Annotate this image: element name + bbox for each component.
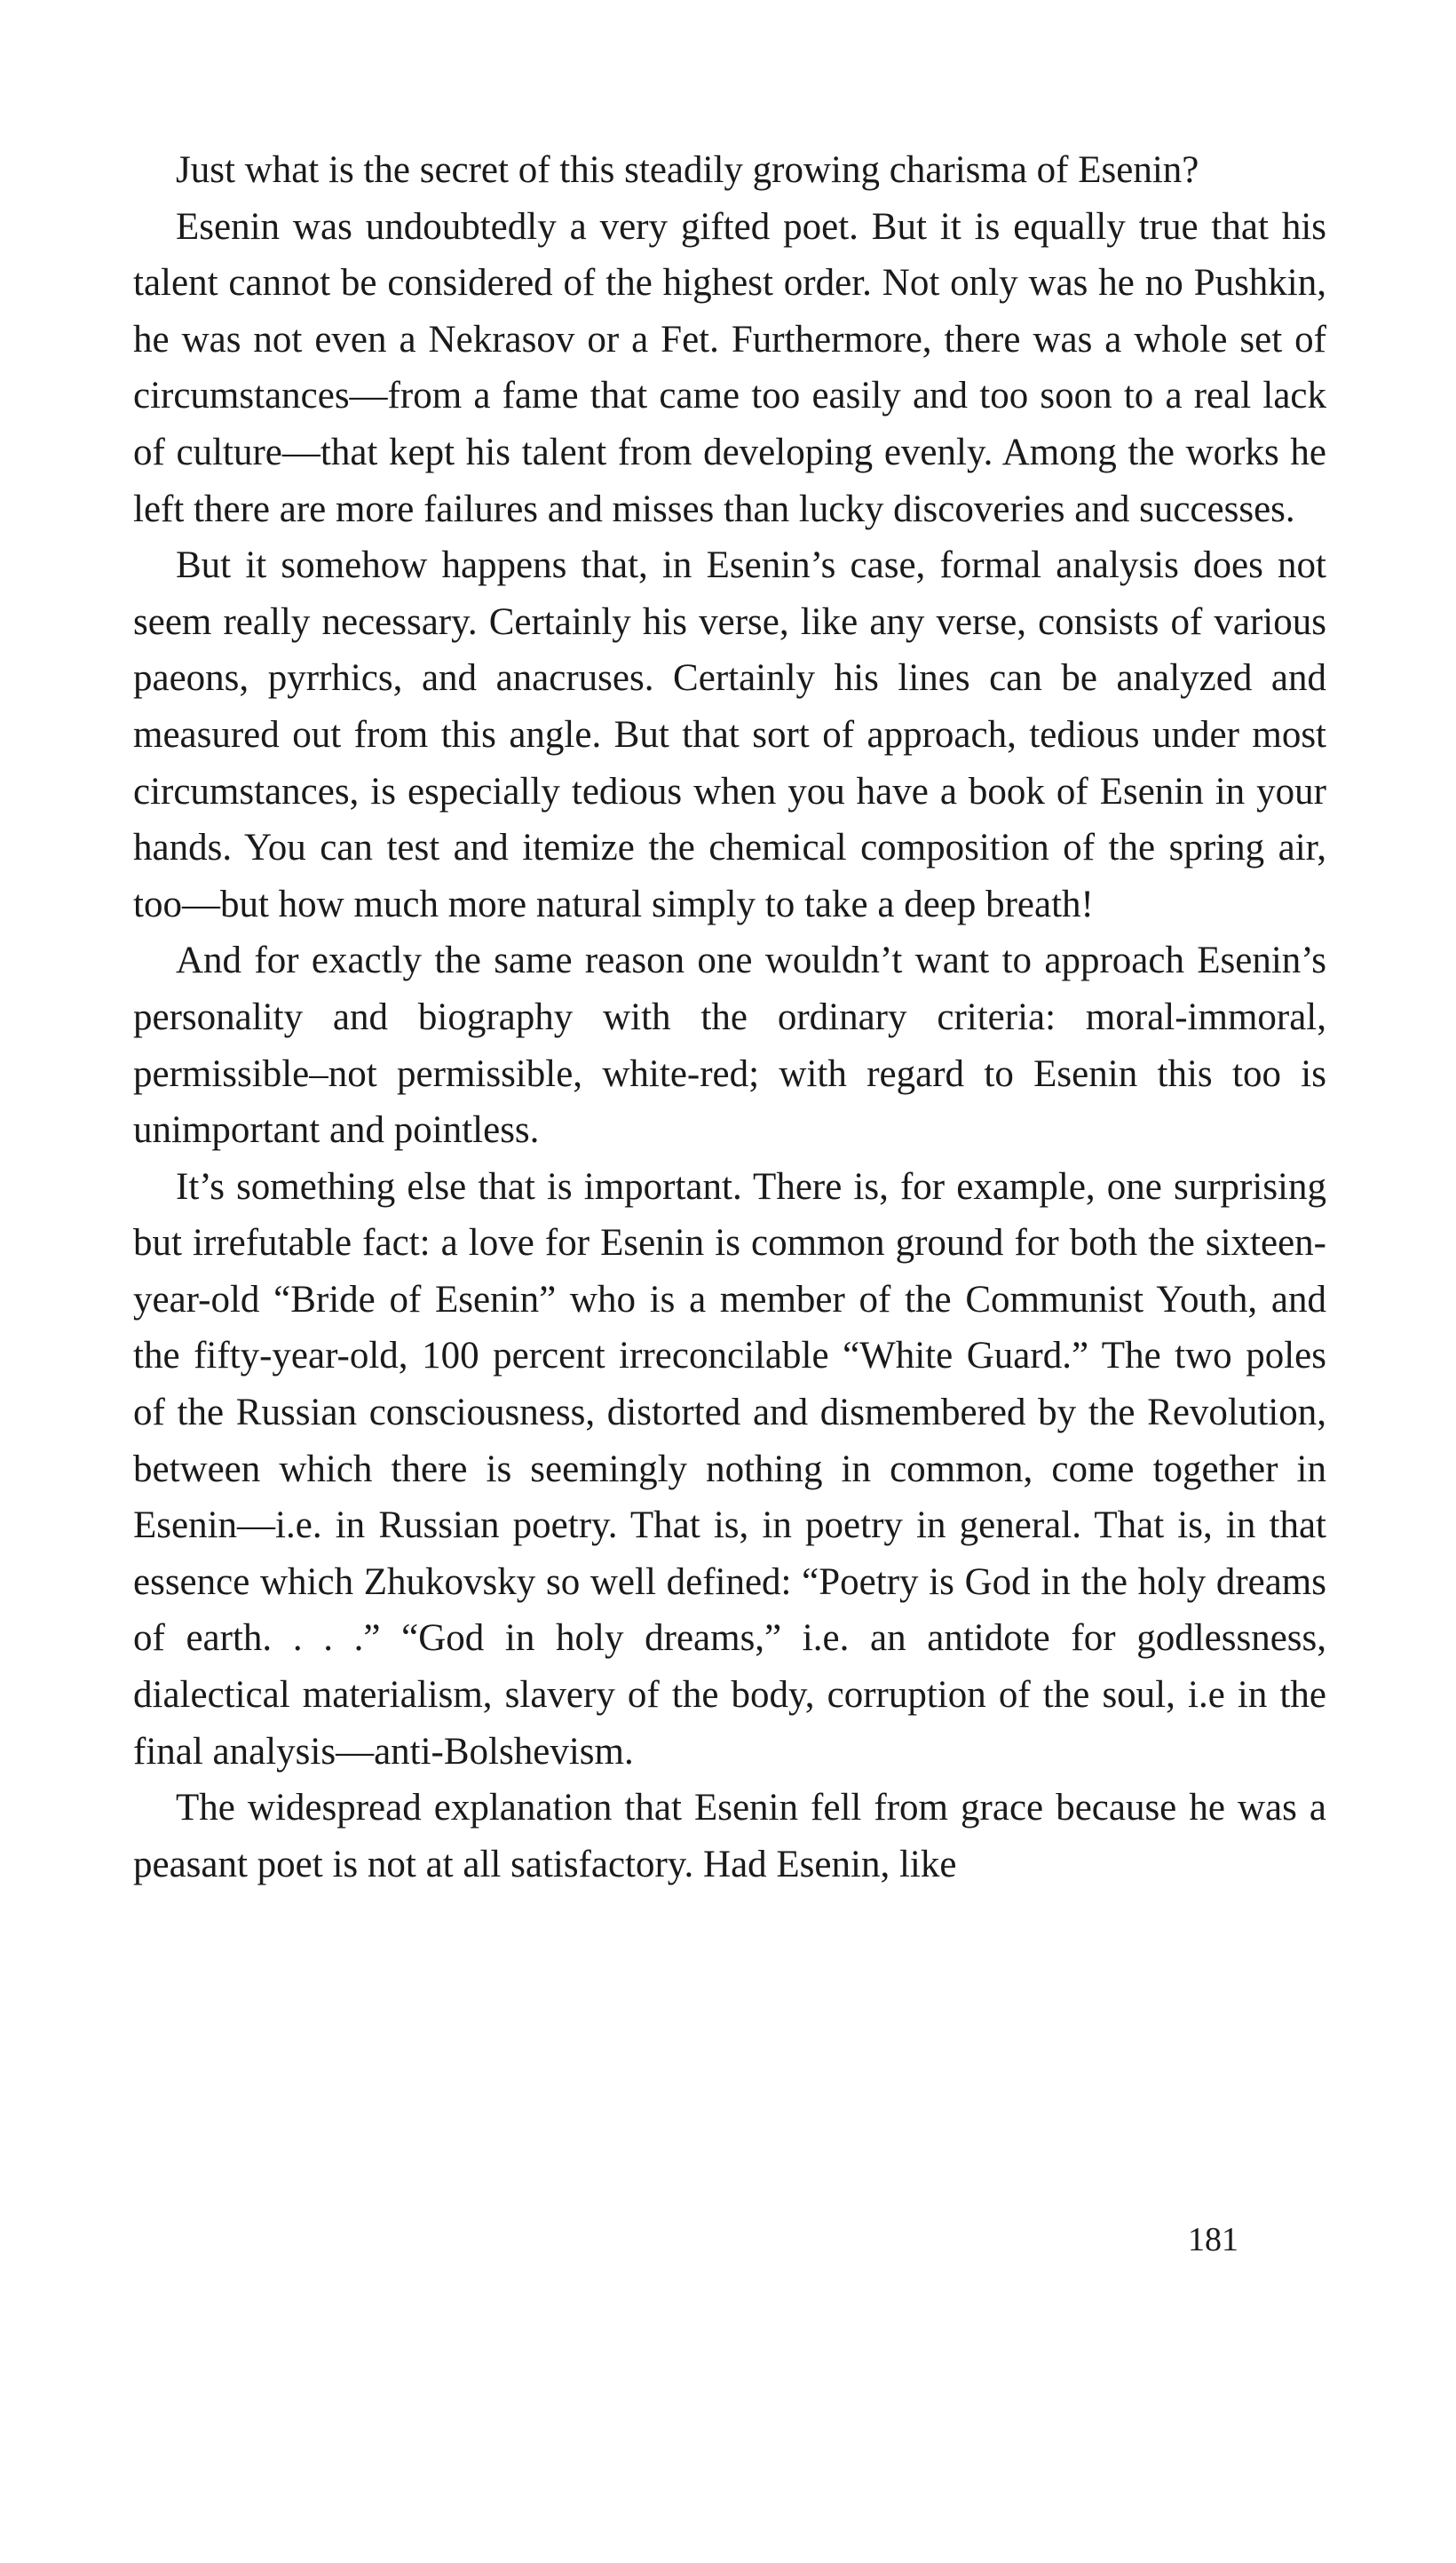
paragraph-5: It’s something else that is important. There is, for example, one surprising but irrefutable fact: a love for Esenin is common ground for both the sixteen-year-old “Bride of Esenin” who is a member of the Communist Youth, and the fifty-year-old, 100 percent irreconcilable “White Guard.” The two poles of the Russian consciousness, distorted and dismembered by the Revolution, between which there is seemingly nothing in common, come together in Esenin—i.e. in Russian poetry. That is, in poetry in general. That is, in that essence which Zhukovsky so well defined: “Poetry is God in the holy dreams of earth. . . .” “God in holy dreams,” i.e. an antidote for godlessness, dialectical materialism, slavery of the body, corruption of the soul, i.e in the final analysis—anti-Bolshevism. [133, 1165, 1326, 1773]
page-body [133, 142, 1326, 1892]
paragraph-4: And for exactly the same reason one wouldn’t want to approach Esenin’s personality and biography with the ordinary criteria: moral-immoral, permissible–not permissible, white-red; with regard to Esenin this too is unimportant and pointless. [133, 940, 1326, 1152]
paragraph-2: Esenin was undoubtedly a very gifted poet. But it is equally true that his talent cannot be considered of the highest order. Not only was he no Pushkin, he was not even a Nekrasov or a Fet. Furthermore, there was a whole set of circumstances—from a fame that came too easily and too soon to a real lack of culture—that kept his talent from developing evenly. Among the works he left there are more failures and misses than lucky discoveries and successes. [133, 205, 1326, 530]
page-number: 181 [1188, 2221, 1238, 2258]
paragraph-3: But it somehow happens that, in Esenin’s case, formal analysis does not seem really necessary. Certainly his verse, like any verse, consists of various paeons, pyrrhics, and anacruses. Certainly his lines can be analyzed and measured out from this angle. But that sort of approach, tedious under most circumstances, is especially tedious when you have a book of Esenin in your hands. You can test and itemize the chemical composition of the spring air, too—but how much more natural simply to take a deep breath! [133, 544, 1326, 925]
paragraph-6: The widespread explanation that Esenin fell from grace because he was a peasant poet is not at all satisfactory. Had Esenin, like [133, 1787, 1326, 1885]
paragraph-1: Just what is the secret of this steadily growing charisma of Esenin? [176, 149, 1199, 191]
